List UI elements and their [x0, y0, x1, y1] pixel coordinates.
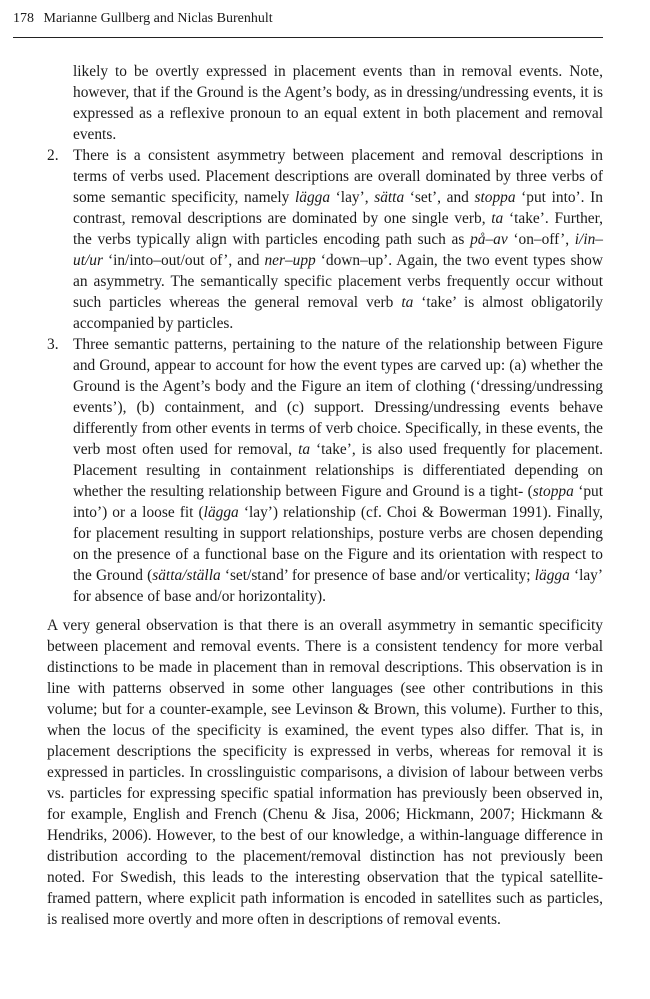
italic-term: lägga [203, 504, 239, 521]
page-body [47, 61, 603, 930]
italic-term: ta [401, 294, 414, 311]
italic-term: ta [298, 441, 311, 458]
list-item-text: ‘set’, and [404, 189, 475, 206]
list-item-number: 2. [47, 147, 59, 164]
list-item-text: ‘take’, is also used frequently for placement. Placement resulting in containment relationships is differentiated depending on whether the resulting relationship between Figure and Ground is a tight- ( [73, 441, 603, 500]
continued-list-item-text: likely to be overtly expressed in placement events than in removal events. Note, however, that if the Ground is the Agent’s body, as in dressing/undressing events, it is expressed as a reflexive pronoun to an equal extent in both placement and removal events. [73, 63, 603, 143]
italic-term: ner–upp [264, 252, 316, 269]
list-item-text: Three semantic patterns, pertaining to the nature of the relationship between Figure and Ground, appear to account for how the event types are carved up: (a) whether the Ground is the Agent’s body and the Figure an item of clothing (‘dressing/undressing events’), (b) containment, and (c) support. Dressing/undressing events behave differently from other events in terms of verb choice. Specifically, in these events, the verb most often used for removal, [73, 336, 603, 458]
list-item-text: ‘lay’, [330, 189, 375, 206]
list-item [47, 145, 603, 334]
list-item-text: ‘in/into–out/out of’, and [102, 252, 265, 269]
list-item-text: ‘down–up’. Again, the two event types show an asymmetry. The semantically specific placement verbs frequently occur without such particles whereas the general removal verb [73, 252, 603, 311]
running-title: Marianne Gullberg and Niclas Burenhult [43, 11, 273, 26]
italic-term: lägga [534, 567, 570, 584]
body-paragraph: A very general observation is that there is an overall asymmetry in semantic specificity between placement and removal events. There is a consistent tendency for more verbal distinctions to be made in placement than in removal descriptions. This observation is in line with patterns observed in some other languages (see other contributions in this volume; but for a counter-example, see Levinson & Brown, this volume). Further to this, when the locus of the specificity is examined, the event types also differ. That is, in placement descriptions the specificity is expressed in verbs, whereas for removal it is expressed in particles. In crosslinguistic comparisons, a division of labour between verbs vs. particles for expressing specific spatial information has previously been observed in, for example, English and French (Chenu & Jisa, 2006; Hickmann, 2007; Hickmann & Hendriks, 2006). However, to the best of our knowledge, a within-language difference in distribution according to the placement/removal distinction has not previously been noted. For Swedish, this leads to the interesting observation that the typical satellite-framed pattern, where explicit path information is encoded in satellites such as particles, is realised more overtly and more often in descriptions of removal events. [47, 617, 603, 928]
list-item-text: ‘lay’) relationship (cf. Choi & Bowerman 1991). Finally, for placement resulting in support relationships, posture verbs are chosen depending on the presence of a functional base on the Figure and its orientation with respect to the Ground ( [73, 504, 603, 584]
italic-term: stoppa [474, 189, 516, 206]
italic-term: i/in–ut/ur [73, 231, 603, 269]
list-item-text: ‘set/stand’ for presence of base and/or verticality; [220, 567, 535, 584]
list-item-text: ‘lay’ for absence of base and/or horizontality). [73, 567, 603, 605]
list-item [47, 334, 603, 607]
list-item-text: There is a consistent asymmetry between placement and removal descriptions in terms of verbs used. Placement descriptions are overall dominated by three verbs of some semantic specificity, namely [73, 147, 603, 206]
list-item-text: ‘put into’. In contrast, removal descriptions are dominated by one single verb, [73, 189, 603, 227]
italic-term: lägga [294, 189, 331, 206]
list-item-text: ‘put into’) or a loose fit ( [73, 483, 604, 521]
italic-term: sätta [374, 189, 405, 206]
list-item-text: ‘on–off’, [507, 231, 575, 248]
italic-term: stoppa [532, 483, 574, 500]
list-item-text: ‘take’ is almost obligatorily accompanied by particles. [73, 294, 603, 332]
list-item-text: ‘take’. Further, the verbs typically align with particles encoding path such as [73, 210, 603, 248]
italic-term: sätta/ställa [152, 567, 221, 584]
numbered-list [47, 145, 603, 607]
page-number: 178 [13, 11, 34, 26]
italic-term: på–av [470, 231, 508, 248]
running-header [13, 9, 603, 38]
list-item-number: 3. [47, 336, 59, 353]
italic-term: ta [491, 210, 504, 227]
